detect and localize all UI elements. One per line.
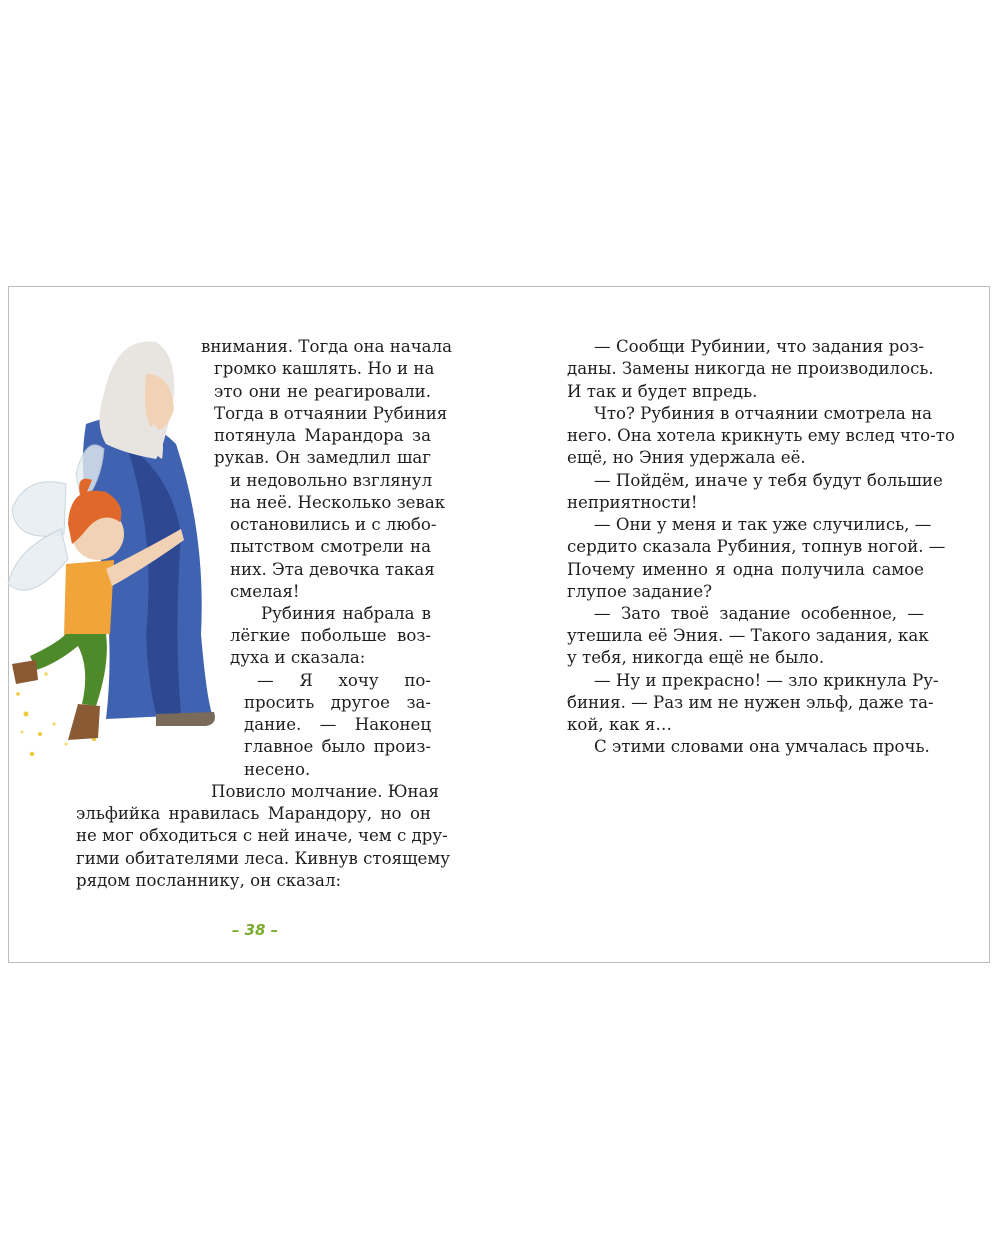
text-line: него. Она хотела крикнуть ему вслед что-то: [567, 426, 955, 445]
fairy-legs: [30, 634, 107, 706]
text-line: Тогда в отчаянии Рубиния: [214, 404, 448, 423]
text-line: Что? Рубиния в отчаянии смотрела на: [594, 404, 933, 423]
text-line: потянула Марандора за: [214, 426, 431, 445]
text-line: утешила её Эния. — Такого задания, как: [567, 626, 929, 645]
text-line: Повисло молчание. Юная: [211, 782, 439, 801]
text-line: смелая!: [230, 582, 300, 601]
text-line: на неё. Несколько зевак: [230, 493, 446, 512]
fairy-wings: [12, 482, 66, 536]
text-line: гими обитателями леса. Кивнув стоящему: [76, 849, 450, 868]
illustration-wizard-and-fairy: [6, 334, 218, 774]
text-line: пытством смотрели на: [230, 537, 431, 556]
text-line: несено.: [244, 760, 311, 779]
fairy-tunic: [64, 560, 114, 636]
text-line: дание. — Наконец: [244, 715, 431, 734]
text-line: — Пойдём, иначе у тебя будут большие: [594, 471, 943, 490]
text-line: рядом посланнику, он сказал:: [76, 871, 342, 890]
text-line: глупое задание?: [567, 582, 713, 601]
text-line: Рубиния набрала в: [261, 604, 431, 623]
text-line: лёгкие побольше воз-: [230, 626, 431, 645]
text-line: — Я хочу по-: [257, 671, 431, 690]
text-line: — Ну и прекрасно! — зло крикнула Ру-: [594, 671, 939, 690]
text-line: духа и сказала:: [230, 648, 366, 667]
text-line: это они не реагировали.: [214, 382, 431, 401]
text-line: остановились и с любо-: [230, 515, 437, 534]
text-line: рукав. Он замедлил шаг: [214, 448, 431, 467]
text-line: — Они у меня и так уже случились, —: [594, 515, 932, 534]
text-line: биния. — Раз им не нужен эльф, даже та-: [567, 693, 934, 712]
text-line: громко кашлять. Но и на: [214, 359, 435, 378]
page-number: – 38 –: [231, 921, 279, 939]
text-line: не мог обходиться с ней иначе, чем с дру-: [76, 826, 448, 845]
text-line: даны. Замены никогда не производилось.: [567, 359, 934, 378]
text-line: них. Эта девочка такая: [230, 560, 435, 579]
text-line: неприятности!: [567, 493, 698, 512]
text-line: Почему именно я одна получила самое: [567, 560, 924, 579]
text-line: эльфийка нравилась Марандору, но он: [76, 804, 431, 823]
page-number-value: 38: [244, 921, 266, 939]
text-line: С этими словами она умчалась прочь.: [594, 737, 930, 756]
text-line: у тебя, никогда ещё не было.: [567, 648, 825, 667]
text-line: ещё, но Эния удержала её.: [567, 448, 806, 467]
text-line: главное было произ-: [244, 737, 431, 756]
text-line: сердито сказала Рубиния, топнув ногой. —: [567, 537, 946, 556]
text-line: просить другое за-: [244, 693, 431, 712]
text-line: внимания. Тогда она начала: [201, 337, 453, 356]
text-line: — Зато твоё задание особенное, —: [594, 604, 924, 623]
text-line: И так и будет впредь.: [567, 382, 758, 401]
text-line: — Сообщи Рубинии, что задания роз-: [594, 337, 924, 356]
text-line: и недовольно взглянул: [230, 471, 433, 490]
text-line: кой, как я…: [567, 715, 672, 734]
